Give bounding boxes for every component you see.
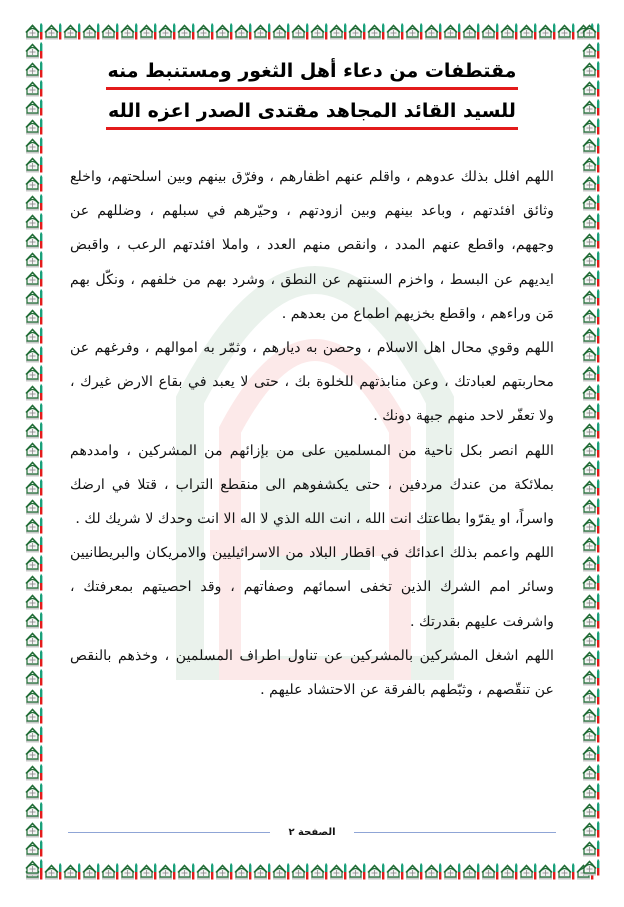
mosque-dome-icon xyxy=(582,117,601,136)
mosque-dome-icon xyxy=(582,155,601,174)
mosque-dome-icon xyxy=(215,22,234,41)
mosque-dome-icon xyxy=(582,668,601,687)
mosque-dome-icon xyxy=(101,862,120,881)
mosque-dome-icon xyxy=(253,22,272,41)
mosque-dome-icon xyxy=(25,345,44,364)
mosque-dome-icon xyxy=(25,858,44,877)
mosque-dome-icon xyxy=(582,383,601,402)
mosque-dome-icon xyxy=(582,307,601,326)
mosque-dome-icon xyxy=(582,839,601,858)
mosque-dome-icon xyxy=(25,326,44,345)
mosque-dome-icon xyxy=(582,497,601,516)
mosque-dome-icon xyxy=(405,862,424,881)
mosque-dome-icon xyxy=(25,706,44,725)
mosque-dome-icon xyxy=(63,862,82,881)
mosque-dome-icon xyxy=(25,782,44,801)
mosque-dome-icon xyxy=(25,79,44,98)
mosque-dome-icon xyxy=(519,862,538,881)
mosque-dome-icon xyxy=(25,630,44,649)
mosque-dome-icon xyxy=(500,22,519,41)
document-title xyxy=(60,58,564,138)
mosque-dome-icon xyxy=(367,22,386,41)
mosque-dome-icon xyxy=(582,345,601,364)
mosque-dome-icon xyxy=(25,402,44,421)
mosque-dome-icon xyxy=(25,117,44,136)
mosque-dome-icon xyxy=(25,687,44,706)
mosque-dome-icon xyxy=(25,440,44,459)
mosque-dome-icon xyxy=(582,174,601,193)
mosque-dome-icon xyxy=(63,22,82,41)
mosque-dome-icon xyxy=(25,193,44,212)
mosque-dome-icon xyxy=(443,22,462,41)
mosque-dome-icon xyxy=(139,22,158,41)
mosque-dome-icon xyxy=(348,862,367,881)
mosque-dome-icon xyxy=(582,326,601,345)
mosque-dome-icon xyxy=(139,862,158,881)
page-number: الصفحة ٢ xyxy=(288,826,336,838)
mosque-dome-icon xyxy=(582,22,601,41)
mosque-dome-icon xyxy=(582,98,601,117)
mosque-dome-icon xyxy=(582,801,601,820)
mosque-dome-icon xyxy=(582,250,601,269)
paragraph: اللهم افلل بذلك عدوهم ، واقلم عنهم اظفارهم ، وفرّق بينهم وبين اسلحتهم، واخلع وثائق افئدتهم ، وباعد بينهم وبين ازودتهم ، وحيّرهم في سبلهم ، وضللهم عن وجههم، واقطع عنهم المدد ، وانقص منهم العدد ، واملا افئدتهم الرعب ، واقبض ايديهم عن البسط ، واخزم السنتهم عن النطق ، وشرد بهم من خلفهم ، ونكّل بهم مَن وراءهم ، واقطع بخزيهم اطماع من بعدهم . xyxy=(70,169,554,322)
mosque-dome-icon xyxy=(25,535,44,554)
footer-rule-left xyxy=(68,832,270,833)
mosque-dome-icon xyxy=(25,763,44,782)
mosque-dome-icon xyxy=(557,862,576,881)
mosque-dome-icon xyxy=(25,98,44,117)
mosque-dome-icon xyxy=(120,862,139,881)
title-line-2: للسيد القائد المجاهد مقتدى الصدر اعزه الله xyxy=(106,98,518,130)
mosque-dome-icon xyxy=(582,516,601,535)
border-top xyxy=(25,22,601,41)
mosque-dome-icon xyxy=(25,60,44,79)
mosque-dome-icon xyxy=(44,22,63,41)
mosque-dome-icon xyxy=(215,862,234,881)
paragraph: اللهم واعمم بذلك اعدائك في اقطار البلاد من الاسرائيليين والامريكان والبريطانيين وسائر امم الشرك الذين تخفى اسمائهم وصفاتهم ، وقد احصيتهم بمعرفتك ، واشرفت عليهم بقدرتك . xyxy=(70,545,554,630)
mosque-dome-icon xyxy=(177,862,196,881)
mosque-dome-icon xyxy=(519,22,538,41)
mosque-dome-icon xyxy=(25,820,44,839)
mosque-dome-icon xyxy=(582,592,601,611)
mosque-dome-icon xyxy=(481,862,500,881)
mosque-dome-icon xyxy=(538,22,557,41)
mosque-dome-icon xyxy=(272,22,291,41)
mosque-dome-icon xyxy=(120,22,139,41)
mosque-dome-icon xyxy=(196,862,215,881)
mosque-dome-icon xyxy=(25,516,44,535)
mosque-dome-icon xyxy=(25,497,44,516)
mosque-dome-icon xyxy=(582,763,601,782)
mosque-dome-icon xyxy=(582,60,601,79)
paragraph: اللهم اشغل المشركين بالمشركين عن تناول اطراف المسلمين ، وخذهم بالنقص عن تنقّصهم ، وثبّطهم بالفرقة عن الاحتشاد عليهم . xyxy=(70,647,554,699)
mosque-dome-icon xyxy=(582,630,601,649)
mosque-dome-icon xyxy=(405,22,424,41)
mosque-dome-icon xyxy=(177,22,196,41)
mosque-dome-icon xyxy=(462,22,481,41)
mosque-dome-icon xyxy=(557,22,576,41)
mosque-dome-icon xyxy=(25,364,44,383)
mosque-dome-icon xyxy=(582,364,601,383)
border-left xyxy=(25,22,44,880)
mosque-dome-icon xyxy=(582,858,601,877)
mosque-dome-icon xyxy=(253,862,272,881)
mosque-dome-icon xyxy=(310,22,329,41)
mosque-dome-icon xyxy=(582,649,601,668)
mosque-dome-icon xyxy=(443,862,462,881)
mosque-dome-icon xyxy=(582,79,601,98)
footer-rule-right xyxy=(354,832,556,833)
mosque-dome-icon xyxy=(101,22,120,41)
mosque-dome-icon xyxy=(25,136,44,155)
mosque-dome-icon xyxy=(25,478,44,497)
mosque-dome-icon xyxy=(25,554,44,573)
mosque-dome-icon xyxy=(25,250,44,269)
mosque-dome-icon xyxy=(582,288,601,307)
mosque-dome-icon xyxy=(582,136,601,155)
mosque-dome-icon xyxy=(291,22,310,41)
mosque-dome-icon xyxy=(386,862,405,881)
mosque-dome-icon xyxy=(25,155,44,174)
mosque-dome-icon xyxy=(582,459,601,478)
mosque-dome-icon xyxy=(582,269,601,288)
paragraph: اللهم وقوي محال اهل الاسلام ، وحصن به ديارهم ، وثمّر به اموالهم ، وفرغهم عن محاربتهم لعبادتك ، وعن منابذتهم للخلوة بك ، حتى لا يعبد في بقاع الارض غيرك ، ولا تعفّر لاحد منهم جبهة دونك . xyxy=(70,340,554,425)
mosque-dome-icon xyxy=(582,611,601,630)
border-right xyxy=(582,22,601,880)
mosque-dome-icon xyxy=(582,687,601,706)
mosque-dome-icon xyxy=(582,744,601,763)
mosque-dome-icon xyxy=(582,573,601,592)
document-body xyxy=(70,160,554,707)
mosque-dome-icon xyxy=(291,862,310,881)
border-bottom xyxy=(25,862,601,881)
title-line-1: مقتطفات من دعاء أهل الثغور ومستنبط منه xyxy=(106,58,519,90)
mosque-dome-icon xyxy=(25,649,44,668)
mosque-dome-icon xyxy=(582,782,601,801)
mosque-dome-icon xyxy=(25,22,44,41)
mosque-dome-icon xyxy=(25,839,44,858)
mosque-dome-icon xyxy=(582,706,601,725)
mosque-dome-icon xyxy=(582,478,601,497)
mosque-dome-icon xyxy=(538,862,557,881)
mosque-dome-icon xyxy=(234,22,253,41)
mosque-dome-icon xyxy=(25,725,44,744)
mosque-dome-icon xyxy=(582,440,601,459)
mosque-dome-icon xyxy=(25,174,44,193)
mosque-dome-icon xyxy=(25,269,44,288)
mosque-dome-icon xyxy=(582,402,601,421)
mosque-dome-icon xyxy=(424,22,443,41)
mosque-dome-icon xyxy=(582,421,601,440)
mosque-dome-icon xyxy=(25,668,44,687)
mosque-dome-icon xyxy=(25,307,44,326)
mosque-dome-icon xyxy=(424,862,443,881)
paragraph: اللهم انصر بكل ناحية من المسلمين على من بإزائهم من المشركين ، وامددهم بملائكة من عندك مردفين ، حتى يكشفوهم الى منقطع التراب ، قتلا في ارضك واسراً، او يقرّوا بطاعتك انت الله ، انت الله الذي لا اله الا انت وحدك لا شريك لك . xyxy=(70,442,554,528)
mosque-dome-icon xyxy=(386,22,405,41)
mosque-dome-icon xyxy=(582,820,601,839)
mosque-dome-icon xyxy=(25,421,44,440)
mosque-dome-icon xyxy=(25,573,44,592)
mosque-dome-icon xyxy=(329,862,348,881)
mosque-dome-icon xyxy=(25,459,44,478)
mosque-dome-icon xyxy=(25,592,44,611)
mosque-dome-icon xyxy=(481,22,500,41)
page-footer xyxy=(68,822,556,842)
mosque-dome-icon xyxy=(25,383,44,402)
mosque-dome-icon xyxy=(310,862,329,881)
mosque-dome-icon xyxy=(82,22,101,41)
mosque-dome-icon xyxy=(44,862,63,881)
mosque-dome-icon xyxy=(25,801,44,820)
mosque-dome-icon xyxy=(25,231,44,250)
mosque-dome-icon xyxy=(196,22,215,41)
mosque-dome-icon xyxy=(158,22,177,41)
mosque-dome-icon xyxy=(25,212,44,231)
mosque-dome-icon xyxy=(25,744,44,763)
mosque-dome-icon xyxy=(582,725,601,744)
mosque-dome-icon xyxy=(367,862,386,881)
mosque-dome-icon xyxy=(82,862,101,881)
mosque-dome-icon xyxy=(25,41,44,60)
mosque-dome-icon xyxy=(582,231,601,250)
mosque-dome-icon xyxy=(348,22,367,41)
mosque-dome-icon xyxy=(462,862,481,881)
mosque-dome-icon xyxy=(25,288,44,307)
mosque-dome-icon xyxy=(500,862,519,881)
mosque-dome-icon xyxy=(158,862,177,881)
mosque-dome-icon xyxy=(25,611,44,630)
mosque-dome-icon xyxy=(582,41,601,60)
mosque-dome-icon xyxy=(582,193,601,212)
mosque-dome-icon xyxy=(272,862,291,881)
mosque-dome-icon xyxy=(234,862,253,881)
mosque-dome-icon xyxy=(329,22,348,41)
mosque-dome-icon xyxy=(582,535,601,554)
mosque-dome-icon xyxy=(582,212,601,231)
mosque-dome-icon xyxy=(582,554,601,573)
